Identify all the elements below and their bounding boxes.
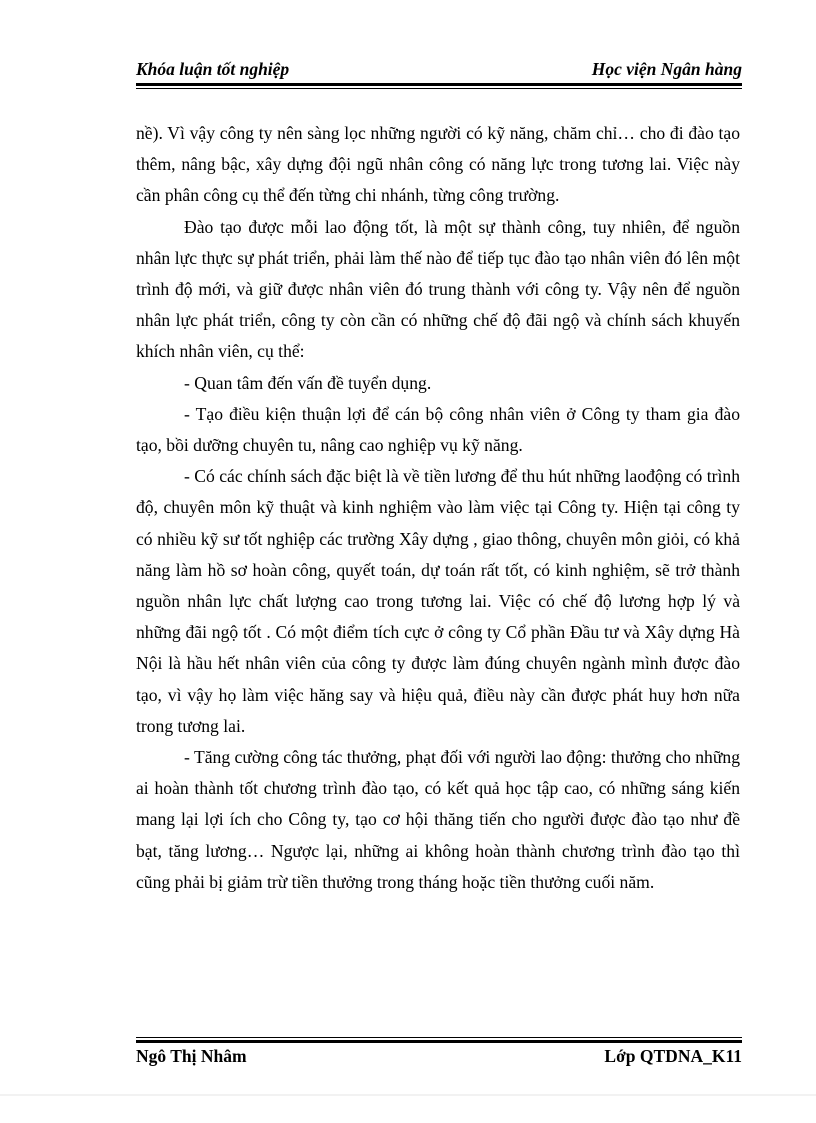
header-rule-thin: [136, 88, 742, 89]
list-item: - Quan tâm đến vấn đề tuyển dụng.: [184, 372, 432, 393]
list-item: - Có các chính sách đặc biệt là về tiền lương để thu hút những laođộng có trình độ, chuyên môn kỹ thuật và kinh nghiệm vào làm việc tại Công ty. Hiện tại công ty có nhiều kỹ sư tốt nghiệp các trường Xây dựng , giao thông, chuyên môn giỏi, có khả năng làm hồ sơ hoàn công, quyết toán, dự toán rất tốt, có kinh nghiệm, sẽ trở thành nguồn nhân lực chất lượng cao trong tương lai. Việc có chế độ lương hợp lý và những đãi ngộ tốt . Có một điểm tích cực ở công ty Cổ phần Đầu tư và Xây dựng Hà Nội là hầu hết nhân viên của công ty được làm đúng chuyên ngành mình được đào tạo, vì vậy họ làm việc hăng say và hiệu quả, điều này cần được phát huy hơn nữa trong tương lai.: [136, 466, 740, 736]
paragraph: Đào tạo được mỗi lao động tốt, là một sự thành công, tuy nhiên, để nguồn nhân lực thực sự phát triển, phải làm thế nào để tiếp tục đào tạo nhân viên đó lên một trình độ mới, và giữ được nhân viên đó trung thành với công ty. Vậy nên để nguồn nhân lực phát triển, công ty còn cần có những chế độ đãi ngộ và chính sách khuyến khích nhân viên, cụ thể:: [136, 216, 740, 362]
header-thesis-title: Khóa luận tốt nghiệp: [136, 59, 290, 79]
footer-rule-thick: [136, 1040, 742, 1043]
footer-rule-thin: [136, 1037, 742, 1038]
list-item: - Tăng cường công tác thưởng, phạt đối với người lao động: thưởng cho những ai hoàn thành tốt chương trình đào tạo, có kết quả học tập cao, có những sáng kiến mang lại lợi ích cho Công ty, tạo cơ hội thăng tiến cho người được đào tạo như đề bạt, tăng lương… Ngược lại, những ai không hoàn thành chương trình đào tạo thì cũng phải bị giảm trừ tiền thưởng trong tháng hoặc tiền thưởng cuối năm.: [136, 747, 740, 892]
body-text: [136, 118, 740, 898]
page-footer: [136, 1045, 742, 1067]
footer-author: Ngô Thị Nhâm: [136, 1046, 247, 1066]
page-header: [136, 58, 742, 80]
paragraph: nề). Vì vậy công ty nên sàng lọc những người có kỹ năng, chăm chỉ… cho đi đào tạo thêm, nâng bậc, xây dựng đội ngũ nhân công có năng lực trong tương lai. Việc này cần phân công cụ thể đến từng chi nhánh, từng công trường.: [136, 123, 740, 206]
page-bottom-edge: [0, 1094, 816, 1096]
footer-class: Lớp QTDNA_K11: [604, 1046, 742, 1066]
header-institution: Học viện Ngân hàng: [591, 59, 742, 79]
list-item: - Tạo điều kiện thuận lợi để cán bộ công nhân viên ở Công ty tham gia đào tạo, bồi dưỡng chuyên tu, nâng cao nghiệp vụ kỹ năng.: [136, 403, 740, 456]
header-rule-thick: [136, 83, 742, 86]
